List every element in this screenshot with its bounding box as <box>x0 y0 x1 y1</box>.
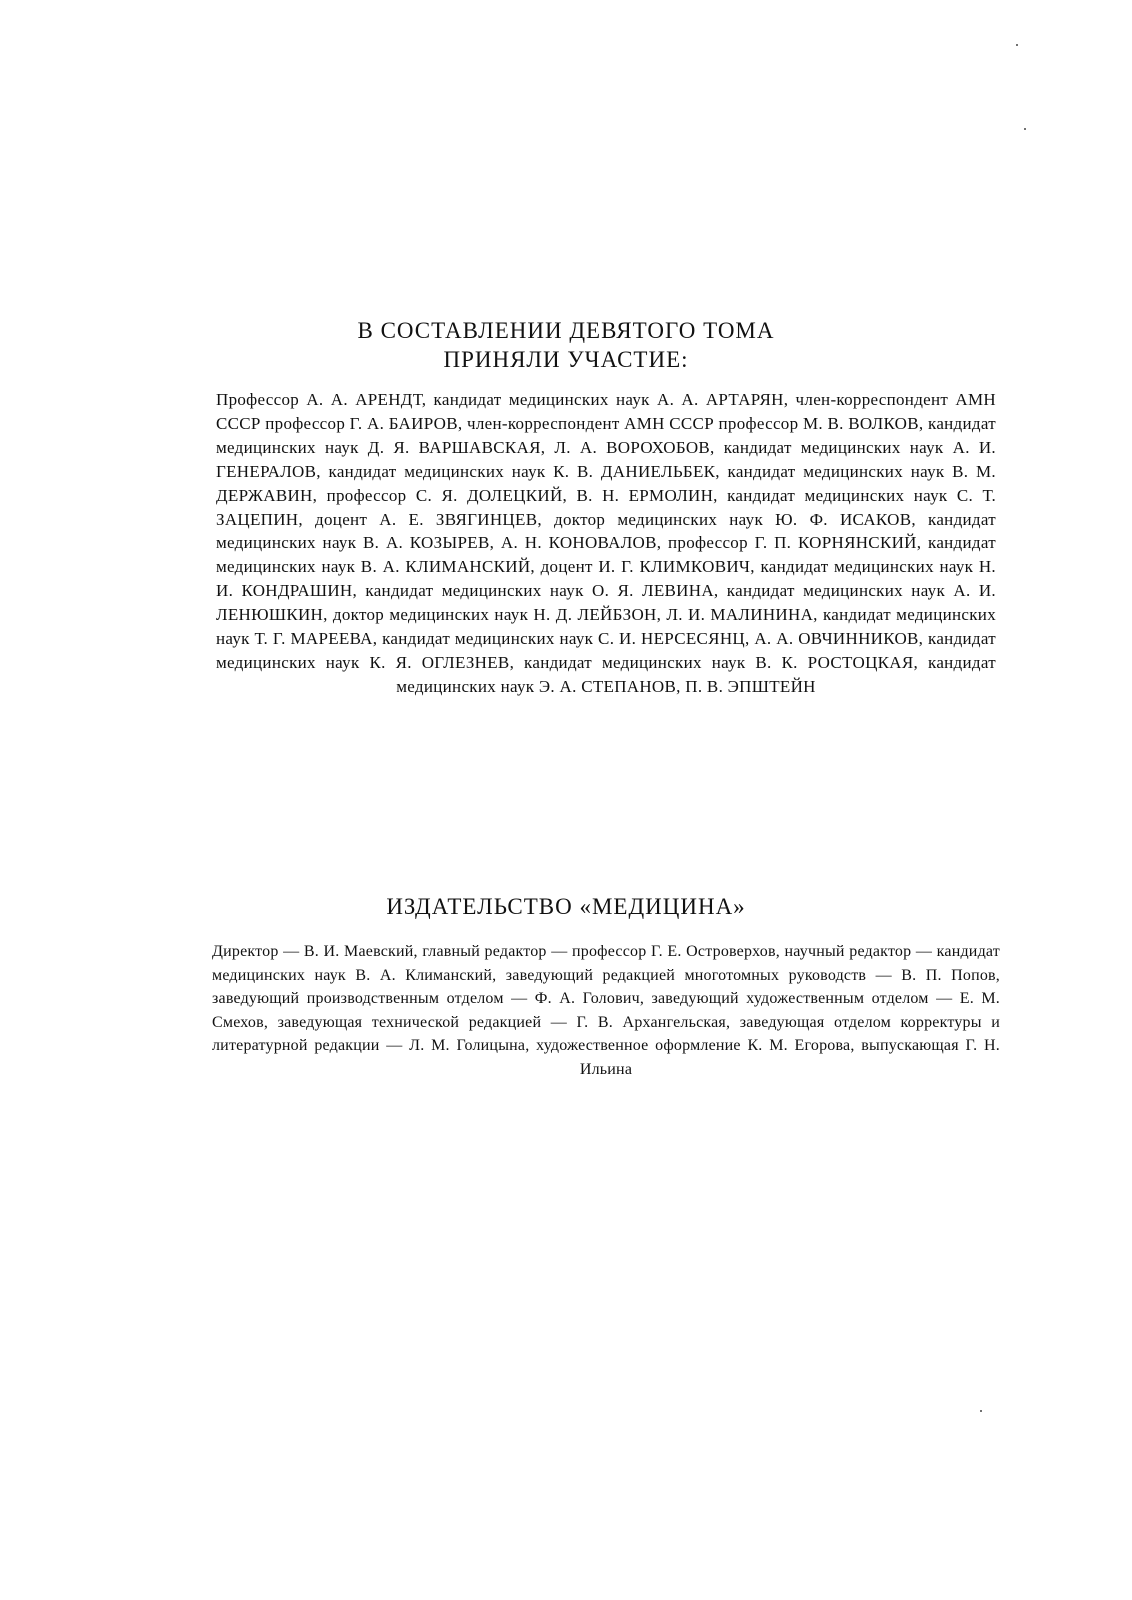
contributors-heading <box>0 316 1132 374</box>
contributors-paragraph: Профессор А. А. АРЕНДТ, кандидат медицинских наук А. А. АРТАРЯН, член-корреспондент АМН СССР профессор Г. А. БАИРОВ, член-корреспондент АМН СССР профессор М. В. ВОЛКОВ, кандидат медицинских наук Д. Я. ВАРШАВСКАЯ, Л. А. ВОРОХОБОВ, кандидат медицинских наук А. И. ГЕНЕРАЛОВ, кандидат медицинских наук К. В. ДАНИЕЛЬБЕК, кандидат медицинских наук В. М. ДЕРЖАВИН, профессор С. Я. ДОЛЕЦКИЙ, В. Н. ЕРМОЛИН, кандидат медицинских наук С. Т. ЗАЦЕПИН, доцент А. Е. ЗВЯГИНЦЕВ, доктор медицинских наук Ю. Ф. ИСАКОВ, кандидат медицинских наук В. А. КОЗЫРЕВ, А. Н. КОНОВАЛОВ, профессор Г. П. КОРНЯНСКИЙ, кандидат медицинских наук В. А. КЛИМАНСКИЙ, доцент И. Г. КЛИМКОВИЧ, кандидат медицинских наук Н. И. КОНДРАШИН, кандидат медицинских наук О. Я. ЛЕВИНА, кандидат медицинских наук А. И. ЛЕНЮШКИН, доктор медицинских наук Н. Д. ЛЕЙБЗОН, Л. И. МАЛИНИНА, кандидат медицинских наук Т. Г. МАРЕЕВА, кандидат медицинских наук С. И. НЕРСЕСЯНЦ, А. А. ОВЧИННИКОВ, кандидат медицинских наук К. Я. ОГЛЕЗНЕВ, кандидат медицинских наук В. К. РОСТОЦКАЯ, кандидат медицинских наук Э. А. СТЕПАНОВ, П. В. ЭПШТЕЙН <box>216 390 996 696</box>
scan-speck <box>1016 44 1018 46</box>
contributors-heading-line2: ПРИНЯЛИ УЧАСТИЕ: <box>443 347 689 372</box>
contributors-heading-line1: В СОСТАВЛЕНИИ ДЕВЯТОГО ТОМА <box>357 318 775 343</box>
scan-speck <box>980 1410 982 1412</box>
publisher-heading: ИЗДАТЕЛЬСТВО «МЕДИЦИНА» <box>386 894 746 919</box>
scan-speck <box>1024 128 1026 130</box>
publisher-staff-paragraph: Директор — В. И. Маевский, главный редактор — профессор Г. Е. Островерхов, научный редактор — кандидат медицинских наук В. А. Климанский, заведующий редакцией многотомных руководств — В. П. Попов, заведующий производственным отделом — Ф. А. Голович, заведующий художественным отделом — Е. М. Смехов, заведующая технической редакцией — Г. В. Архангельская, заведующая отделом корректуры и литературной редакции — Л. М. Голицына, художественное оформление К. М. Егорова, выпускающая Г. Н. Ильина <box>212 943 1000 1078</box>
